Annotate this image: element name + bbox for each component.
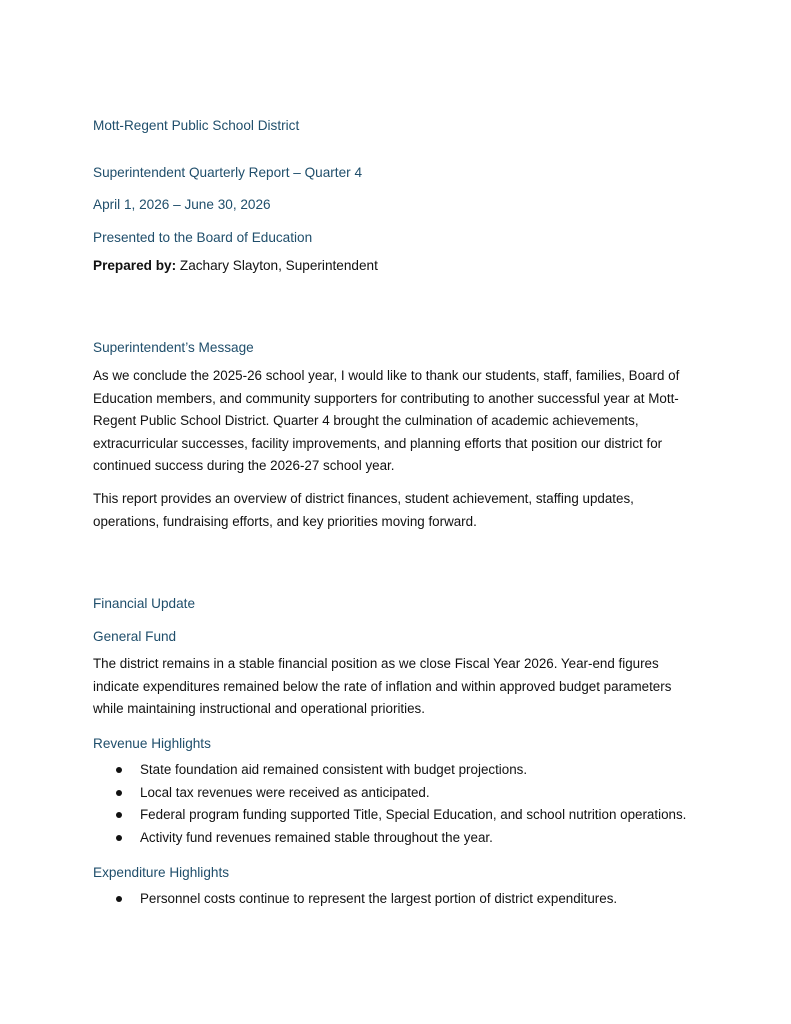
bullet-icon (116, 835, 122, 841)
presented-to: Presented to the Board of Education (93, 230, 313, 245)
superintendent-message-heading: Superintendent’s Message (93, 340, 254, 355)
report-date-range: April 1, 2026 – June 30, 2026 (93, 197, 271, 212)
list-item (93, 827, 703, 850)
general-fund-paragraph: The district remains in a stable financial position as we close Fiscal Year 2026. Year-end figures indicate expenditures remained below the rate of inflation and within approved budget parameters while maintaining instructional and operational priorities. (93, 656, 672, 717)
expenditure-highlights-list (93, 888, 703, 911)
financial-update-heading: Financial Update (93, 596, 196, 611)
general-fund-heading: General Fund (93, 629, 177, 644)
revenue-highlights-list (93, 759, 703, 849)
list-item-text: State foundation aid remained consistent with budget projections. (140, 762, 528, 777)
list-item (93, 759, 703, 782)
message-paragraph-2: This report provides an overview of district finances, student achievement, staffing updates, operations, fundraising efforts, and key priorities moving forward. (93, 491, 634, 529)
bullet-icon (116, 790, 122, 796)
expenditure-highlights-heading: Expenditure Highlights (93, 865, 230, 880)
message-paragraph-1: As we conclude the 2025-26 school year, I would like to thank our students, staff, families, Board of Education members, and community supporters for contributing to another successful year at Mott-Regent Public School District. Quarter 4 brought the culmination of academic achievements, extracurricular successes, facility improvements, and planning efforts that position our district for continued success during the 2026-27 school year. (93, 368, 680, 474)
list-item-text: Activity fund revenues remained stable throughout the year. (140, 829, 493, 845)
list-item-text: Local tax revenues were received as anticipated. (140, 784, 430, 800)
bullet-icon (116, 812, 122, 818)
bullet-icon (116, 767, 122, 773)
revenue-highlights-heading: Revenue Highlights (93, 736, 211, 751)
prepared-by (93, 257, 378, 275)
district-name: Mott-Regent Public School District (93, 118, 300, 133)
list-item (93, 888, 703, 911)
report-title: Superintendent Quarterly Report – Quarter 4 (93, 165, 363, 180)
list-item-text: Federal program funding supported Title, Special Education, and school nutrition operations. (140, 807, 687, 822)
list-item (93, 782, 703, 805)
prepared-by-label: Prepared by: (93, 258, 177, 273)
prepared-by-value: Zachary Slayton, Superintendent (176, 258, 378, 273)
list-item-text: Personnel costs continue to represent the largest portion of district expenditures. (140, 891, 618, 906)
bullet-icon (116, 896, 122, 902)
list-item (93, 804, 703, 827)
